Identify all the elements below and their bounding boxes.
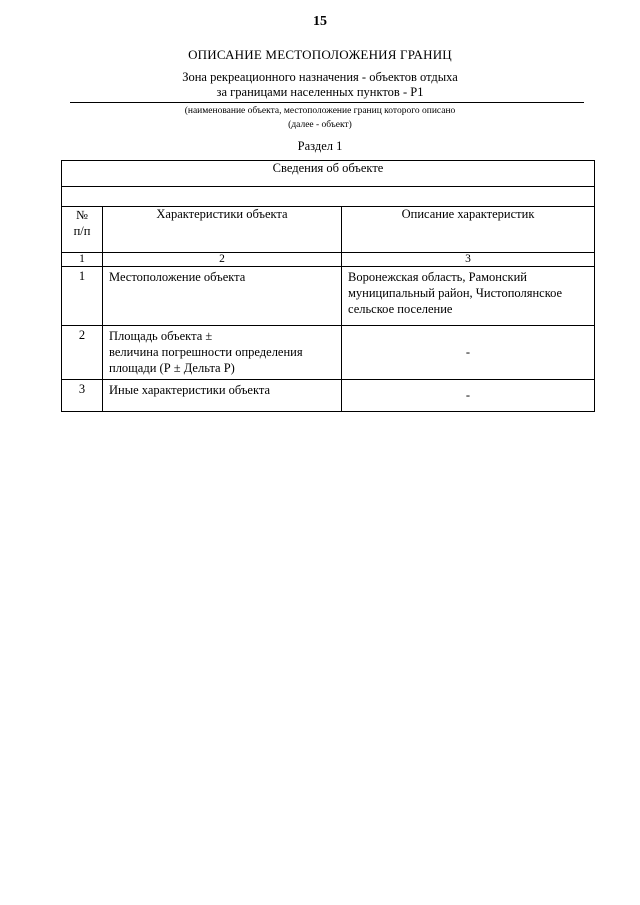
zone-name-line-1: Зона рекреационного назначения - объектов отдыха xyxy=(182,70,458,84)
blank-cell xyxy=(62,187,595,207)
table-row xyxy=(62,380,595,412)
row-characteristic: Площадь объекта ± величина погрешности определения площади (Р ± Дельта Р) xyxy=(103,326,342,380)
index-cell: 3 xyxy=(342,253,595,267)
column-header-characteristic: Характеристики объекта xyxy=(103,207,342,253)
document-title: ОПИСАНИЕ МЕСТОПОЛОЖЕНИЯ ГРАНИЦ xyxy=(188,47,452,62)
underline-rule xyxy=(70,102,584,103)
row-number: 3 xyxy=(62,380,103,412)
object-info-table xyxy=(61,160,595,412)
table-row xyxy=(62,267,595,326)
section-label: Раздел 1 xyxy=(297,139,343,153)
index-cell: 1 xyxy=(62,253,103,267)
object-caption-line-2: (далее - объект) xyxy=(288,120,352,130)
row-description: - xyxy=(342,380,595,412)
index-cell: 2 xyxy=(103,253,342,267)
table-heading: Сведения об объекте xyxy=(62,161,595,187)
table-column-header-row xyxy=(62,207,595,253)
table-row xyxy=(62,326,595,380)
page-number: 15 xyxy=(313,14,327,29)
row-description: - xyxy=(342,326,595,380)
zone-name-line-2: за границами населенных пунктов - Р1 xyxy=(216,85,424,99)
row-description: Воронежская область, Рамонский муниципальный район, Чистополянское сельское поселение xyxy=(342,267,595,326)
row-number: 1 xyxy=(62,267,103,326)
row-number: 2 xyxy=(62,326,103,380)
table-blank-row xyxy=(62,187,595,207)
table-heading-row xyxy=(62,161,595,187)
row-characteristic: Местоположение объекта xyxy=(103,267,342,326)
column-header-number: № п/п xyxy=(62,207,103,253)
column-header-description: Описание характеристик xyxy=(342,207,595,253)
table-index-row xyxy=(62,253,595,267)
row-characteristic: Иные характеристики объекта xyxy=(103,380,342,412)
object-caption-line-1: (наименование объекта, местоположение границ которого описано xyxy=(184,106,456,116)
